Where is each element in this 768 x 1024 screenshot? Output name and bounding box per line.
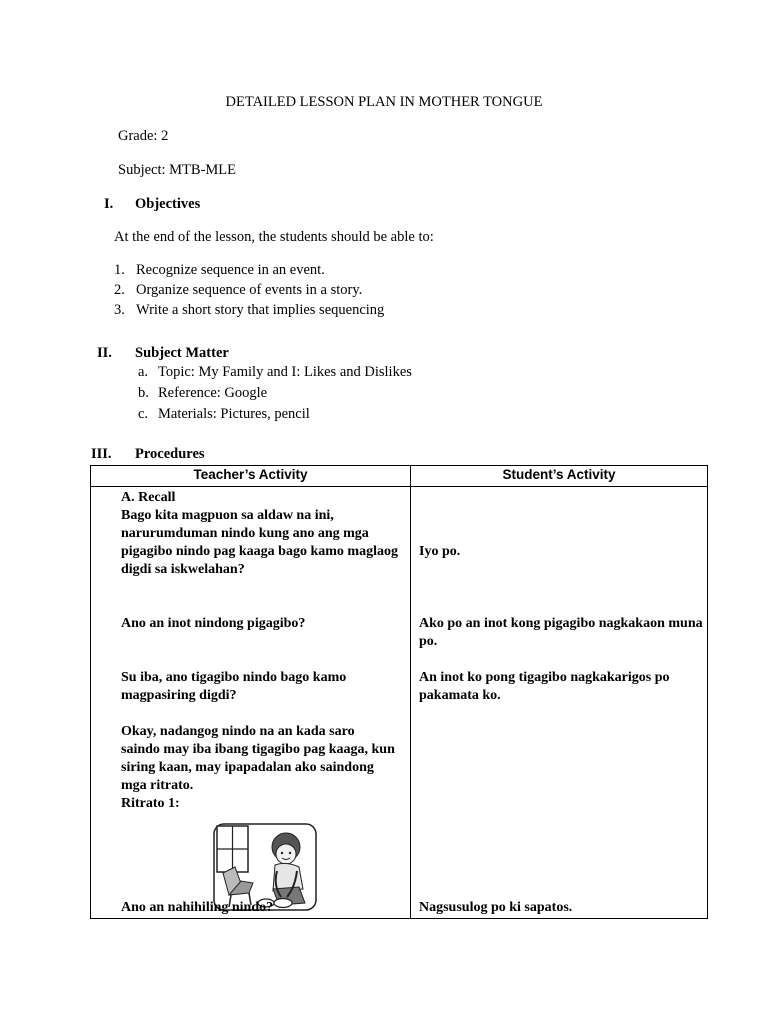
boy-putting-on-shoes-illustration bbox=[213, 823, 317, 911]
teacher-line-5: Ritrato 1: bbox=[121, 796, 180, 811]
subject-matter-text: Reference: Google bbox=[158, 385, 268, 401]
page-title: DETAILED LESSON PLAN IN MOTHER TONGUE bbox=[225, 94, 543, 110]
objective-item-1 bbox=[114, 262, 325, 279]
subject-line: Subject: MTB-MLE bbox=[118, 162, 237, 178]
student-line-2: Ako po an inot kong pigagibo nagkakaon muna po. bbox=[419, 616, 703, 649]
subject-matter-label: Subject Matter bbox=[135, 345, 229, 361]
objective-num: 3. bbox=[114, 302, 125, 318]
subject-matter-letter: a. bbox=[138, 364, 149, 380]
objective-item-3 bbox=[114, 302, 384, 319]
objectives-numeral: I. bbox=[104, 196, 114, 212]
subject-matter-item-c bbox=[138, 406, 310, 423]
recall-heading: A. Recall bbox=[121, 490, 176, 505]
objective-num: 2. bbox=[114, 282, 125, 298]
student-activity-cell bbox=[411, 487, 708, 919]
subject-matter-numeral: II. bbox=[97, 345, 112, 361]
teacher-line-3: Su iba, ano tigagibo nindo bago kamo magpasiring digdi? bbox=[121, 670, 347, 703]
objectives-intro: At the end of the lesson, the students should be able to: bbox=[114, 229, 434, 245]
teacher-line-2: Ano an inot nindong pigagibo? bbox=[121, 616, 306, 631]
objective-item-2 bbox=[114, 282, 362, 299]
objective-text: Recognize sequence in an event. bbox=[136, 262, 325, 278]
subject-matter-item-a bbox=[138, 364, 412, 381]
objectives-label: Objectives bbox=[135, 196, 201, 212]
subject-matter-text: Materials: Pictures, pencil bbox=[158, 406, 310, 422]
student-line-3: An inot ko pong tigagibo nagkakarigos po pakamata ko. bbox=[419, 670, 670, 703]
teacher-activity-header: Teacher’s Activity bbox=[91, 466, 411, 487]
teacher-line-1: Bago kita magpuon sa aldaw na ini, narurumduman nindo kung ano ang mga pigagibo nindo pag kaaga bago kamo maglaog digdi sa iskwelahan? bbox=[121, 508, 398, 577]
subject-matter-item-b bbox=[138, 385, 267, 402]
teacher-activity-cell bbox=[91, 487, 411, 919]
student-line-4: Nagsusulog po ki sapatos. bbox=[419, 900, 573, 915]
objective-text: Write a short story that implies sequencing bbox=[136, 302, 385, 318]
photo-boy-putting-on-shoes bbox=[213, 823, 317, 911]
student-activity-header: Student’s Activity bbox=[411, 466, 708, 487]
subject-matter-text: Topic: My Family and I: Likes and Dislikes bbox=[158, 364, 412, 380]
teacher-line-6: Ano an nahihiling nindo? bbox=[121, 900, 274, 915]
procedures-numeral: III. bbox=[91, 446, 112, 462]
subject-matter-letter: c. bbox=[138, 406, 149, 422]
objective-num: 1. bbox=[114, 262, 125, 278]
grade-line: Grade: 2 bbox=[118, 128, 169, 144]
procedures-label: Procedures bbox=[135, 446, 205, 462]
teacher-line-4: Okay, nadangog nindo na an kada saro saindo may iba ibang tigagibo pag kaaga, kun siring kaan, may ipapadalan ako saindong mga ritrato. bbox=[121, 724, 395, 793]
objective-text: Organize sequence of events in a story. bbox=[136, 282, 363, 298]
student-line-1: Iyo po. bbox=[419, 544, 461, 559]
procedures-table bbox=[90, 465, 708, 919]
subject-matter-letter: b. bbox=[138, 385, 149, 401]
